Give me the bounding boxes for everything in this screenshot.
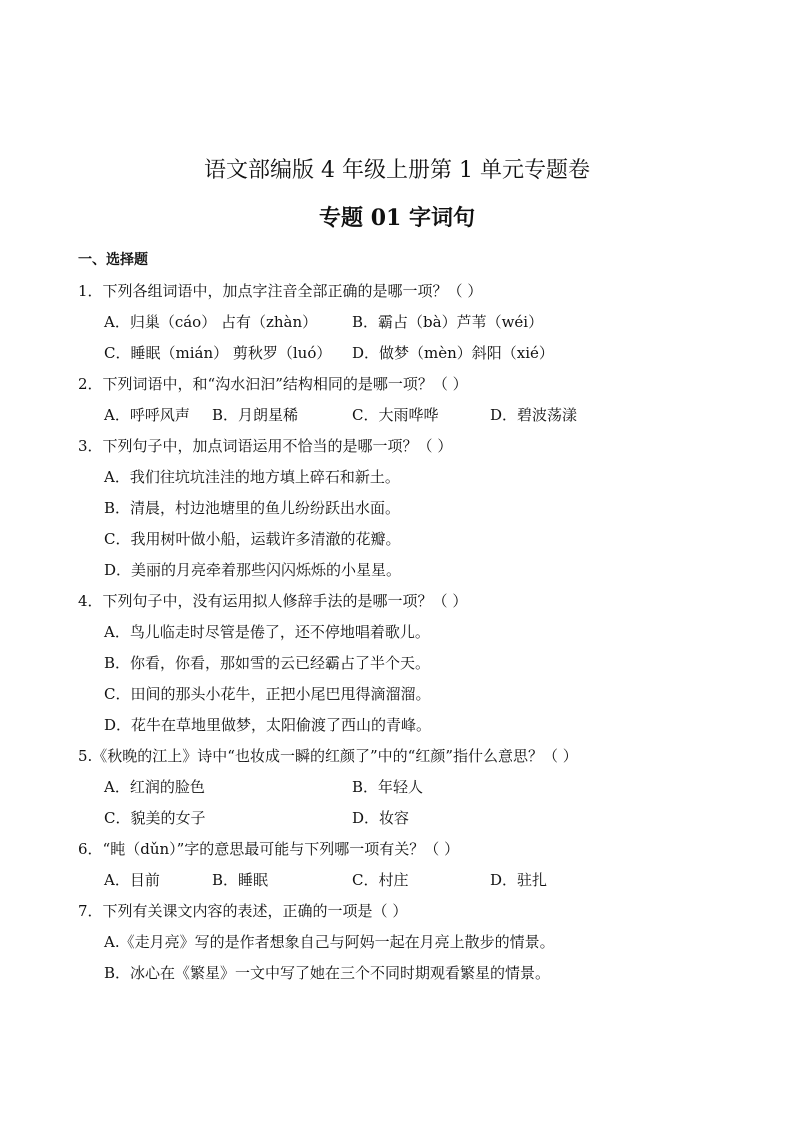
question-2-option-a: A．呼呼风声: [104, 406, 190, 424]
question-1-option-a: A．归巢（cáo） 占有（zhàn）: [104, 313, 318, 331]
question-2-option-d: D．碧波荡漾: [490, 406, 578, 424]
question-4-option-d: D．花牛在草地里做梦，太阳偷渡了西山的青峰。: [104, 716, 432, 734]
question-4-option-c: C．田间的那头小花牛，正把小尾巴甩得滴溜溜。: [104, 685, 431, 703]
question-7-stem: 7．下列有关课文内容的表述，正确的一项是（ ）: [78, 902, 408, 920]
question-2-stem: 2．下列词语中，和“沟水汩汩”结构相同的是哪一项？（ ）: [78, 375, 468, 393]
document-subtitle: 专题 01 字词句: [319, 205, 475, 231]
question-4-option-a: A．鸟儿临走时尽管是倦了，还不停地唱着歌儿。: [104, 623, 430, 641]
question-6-option-b: B．睡眠: [212, 871, 269, 889]
question-2-option-b: B．月朗星稀: [212, 406, 299, 424]
question-5-stem: 5.《秋晚的江上》诗中“也妆成一瞬的红颜了”中的“红颜”指什么意思？（ ）: [78, 747, 578, 765]
question-3-option-a: A．我们往坑坑洼洼的地方填上碎石和新土。: [104, 468, 400, 486]
question-6-option-d: D．驻扎: [490, 871, 548, 889]
question-1-option-c: C．睡眠（mián） 剪秋罗（luó）: [104, 344, 332, 362]
question-4-option-b: B．你看，你看，那如雪的云已经霸占了半个天。: [104, 654, 431, 672]
question-3-option-c: C．我用树叶做小船，运载许多清澈的花瓣。: [104, 530, 401, 548]
question-7-option-b: B．冰心在《繁星》一文中写了她在三个不同时期观看繁星的情景。: [104, 964, 551, 982]
question-5-option-d: D．妆容: [352, 809, 410, 827]
question-3-option-d: D．美丽的月亮牵着那些闪闪烁烁的小星星。: [104, 561, 402, 579]
question-5-option-a: A．红润的脸色: [104, 778, 205, 796]
question-3-stem: 3．下列句子中，加点词语运用不恰当的是哪一项？（ ）: [78, 437, 453, 455]
question-6-option-a: A．目前: [104, 871, 160, 889]
question-4-stem: 4．下列句子中，没有运用拟人修辞手法的是哪一项？（ ）: [78, 592, 468, 610]
question-1-option-d: D．做梦（mèn）斜阳（xié）: [352, 344, 554, 362]
question-5-option-b: B．年轻人: [352, 778, 424, 796]
document-title: 语文部编版 4 年级上册第 1 单元专题卷: [204, 158, 590, 183]
question-6-stem: 6．“盹（dǔn）”字的意思最可能与下列哪一项有关？（ ）: [78, 840, 460, 858]
question-1-option-b: B．霸占（bà）芦苇（wéi）: [352, 313, 544, 331]
question-1-stem: 1．下列各组词语中，加点字注音全部正确的是哪一项？（ ）: [78, 282, 483, 300]
question-5-option-c: C．貌美的女子: [104, 809, 206, 827]
section-heading: 一、选择题: [78, 252, 148, 268]
question-3-option-b: B．清晨，村边池塘里的鱼儿纷纷跃出水面。: [104, 499, 401, 517]
question-2-option-c: C．大雨哗哗: [352, 406, 439, 424]
question-7-option-a: A.《走月亮》写的是作者想象自己与阿妈一起在月亮上散步的情景。: [104, 933, 555, 951]
question-6-option-c: C．村庄: [352, 871, 409, 889]
